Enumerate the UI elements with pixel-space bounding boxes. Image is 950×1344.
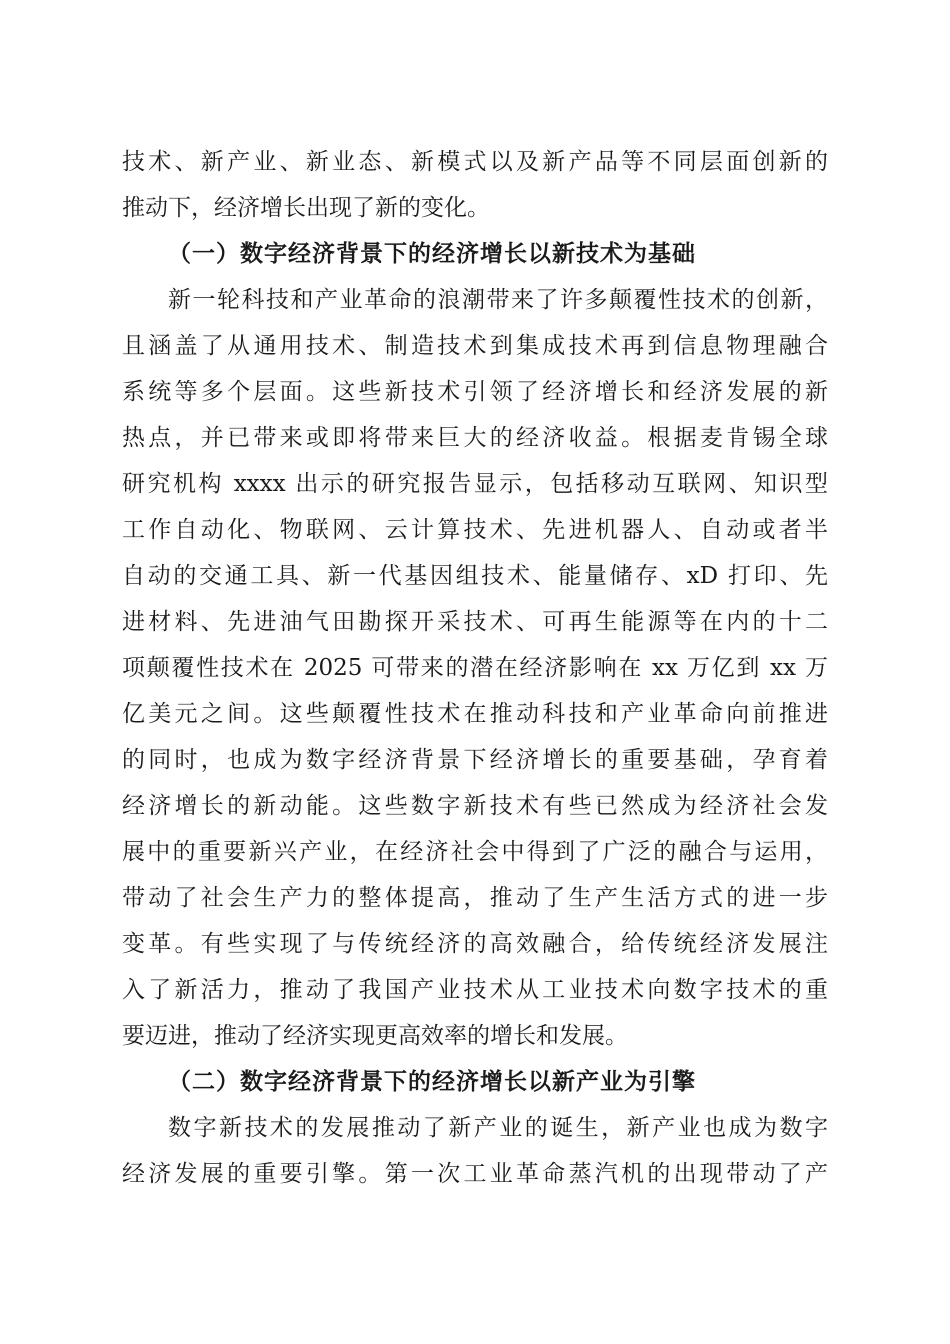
section-1-line-2: 且涵盖了从通用技术、制造技术到集成技术再到信息物理融合 [122, 333, 828, 359]
section-1-line-15: 变革。有些实现了与传统经济的高效融合，给传统经济发展注 [122, 931, 828, 957]
section-1-line-7: 自动的交通工具、新一代基因组技术、能量储存、xD 打印、先 [122, 563, 828, 589]
section-1-line-10: 亿美元之间。这些颠覆性技术在推动科技和产业革命向前推进 [122, 701, 828, 727]
section-1-line-11: 的同时，也成为数字经济背景下经济增长的重要基础，孕育着 [122, 747, 828, 773]
section-2-heading: （二）数字经济背景下的经济增长以新产业为引擎 [168, 1068, 696, 1095]
section-1-line-5: 研究机构 xxxx 出示的研究报告显示，包括移动互联网、知识型 [122, 471, 828, 497]
section-1-line-9: 项颠覆性技术在 2025 可带来的潜在经济影响在 xx 万亿到 xx 万 [122, 655, 828, 681]
section-1-line-6: 工作自动化、物联网、云计算技术、先进机器人、自动或者半 [122, 517, 828, 543]
section-1-line-14: 带动了社会生产力的整体提高，推动了生产生活方式的进一步 [122, 885, 828, 911]
section-1-line-1: 新一轮科技和产业革命的浪潮带来了许多颠覆性技术的创新， [168, 287, 828, 313]
section-1-line-8: 进材料、先进油气田勘探开采技术、可再生能源等在内的十二 [122, 609, 828, 635]
section-1-line-12: 经济增长的新动能。这些数字新技术有些已然成为经济社会发 [122, 793, 828, 819]
intro-line-1: 技术、新产业、新业态、新模式以及新产品等不同层面创新的 [122, 149, 828, 175]
section-1-line-13: 展中的重要新兴产业，在经济社会中得到了广泛的融合与运用， [122, 839, 828, 865]
section-1-line-16: 入了新活力，推动了我国产业技术从工业技术向数字技术的重 [122, 977, 828, 1003]
section-1-line-3: 系统等多个层面。这些新技术引领了经济增长和经济发展的新 [122, 379, 828, 405]
section-1-heading: （一）数字经济背景下的经济增长以新技术为基础 [168, 240, 696, 267]
section-2-line-2: 经济发展的重要引擎。第一次工业革命蒸汽机的出现带动了产 [122, 1161, 828, 1187]
section-1-line-4: 热点，并已带来或即将带来巨大的经济收益。根据麦肯锡全球 [122, 425, 828, 451]
section-1-line-17: 要迈进，推动了经济实现更高效率的增长和发展。 [122, 1023, 628, 1049]
section-2-line-1: 数字新技术的发展推动了新产业的诞生，新产业也成为数字 [168, 1115, 828, 1141]
intro-line-2: 推动下，经济增长出现了新的变化。 [122, 195, 490, 221]
